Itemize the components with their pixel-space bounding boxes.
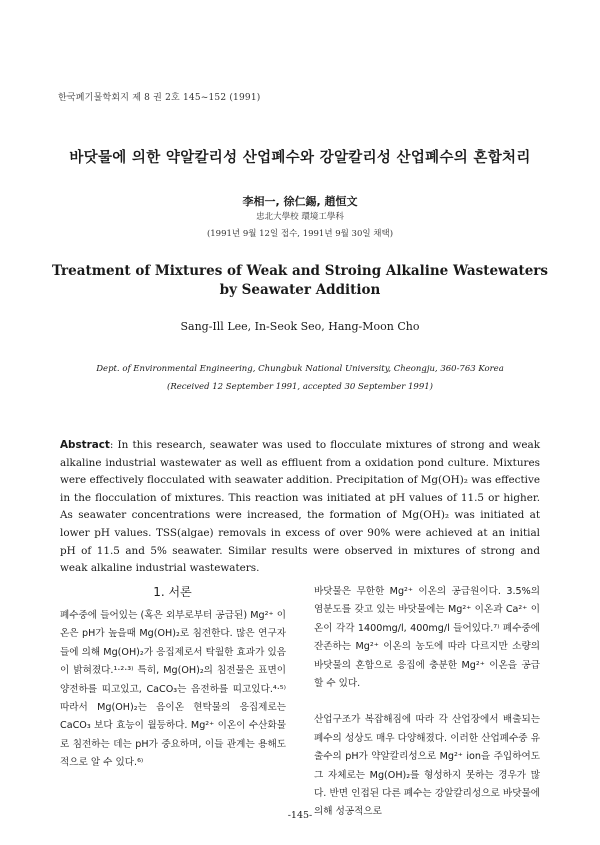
english-title-line2: by Seawater Addition (219, 282, 381, 298)
korean-title: 바닷물에 의한 약알칼리성 산업폐수와 강알칼리성 산업폐수의 혼합처리 (69, 150, 531, 166)
right-column (314, 583, 540, 822)
abstract (60, 437, 540, 578)
abstract-text: : In this research, seawater was used to flocculate mixtures of strong and weak alkaline industrial wastewater as well as effluent from a oxidation pond culture. Mixtures were effectively flocculated with seawater addition. Precipitation of Mg(OH)₂ was effective in the flocculation of mixtures. This reaction was initiated at pH values of 11.5 or higher. As seawater concentrations were increased, the formation of Mg(OH)₂ was initiated at lower pH values. TSS(algae) removals in excess of over 90% were achieved at an initial pH of 11.5 and 5% seawater. Similar results were observed in mixtures of strong and weak alkaline industrial wastewaters. (60, 439, 540, 575)
paragraph: 폐수중에 들어있는 (혹은 외부로부터 공급된) Mg²⁺ 이온은 pH가 높을때 Mg(OH)₂로 침전한다. 많은 연구자들에 의해 Mg(OH)₂가 응집제로서 탁월한 효과가 있음이 밝혀졌다.¹·²·³⁾ 특히, Mg(OH)₂의 침전물은 표면이 양전하를 띠고있고, CaCO₃는 음전하를 띠고있다.⁴·⁵⁾ 따라서 Mg(OH)₂는 음이온 현탁물의 응집제로는 CaCO₃ 보다 효능이 월등하다. Mg²⁺ 이온이 수산화물로 침전하는 데는 pH가 중요하며, 이들 관계는 용해도적으로 알 수 있다.⁶⁾ (60, 610, 286, 769)
paragraph: 산업구조가 복잡해짐에 따라 각 산업장에서 배출되는 폐수의 성상도 매우 다양해졌다. 이러한 산업폐수중 유출수의 pH가 약알칼리성으로 Mg²⁺ ion을 주입하여도 그 자체로는 Mg(OH)₂를 형성하지 못하는 경우가 많다. 반면 인접된 다른 폐수는 강알칼리성으로 바닷물에 의해 성공적으로 (314, 714, 540, 818)
korean-authors: 李相一, 徐仁錫, 趙恒文 (242, 195, 358, 208)
english-authors: Sang-Ill Lee, In-Seok Seo, Hang-Moon Cho (180, 320, 420, 333)
paragraph: 바닷물은 무한한 Mg²⁺ 이온의 공급원이다. 3.5%의 염분도를 갖고 있는 바닷물에는 Mg²⁺ 이온과 Ca²⁺ 이온이 각각 1400mg/l, 400mg/l 들어있다.⁷⁾ 폐수중에 잔존하는 Mg²⁺ 이온의 농도에 따라 다르지만 소량의 바닷물의 혼합으로 응집에 충분한 Mg²⁺ 이온을 공급할 수 있다. (314, 586, 540, 690)
english-affiliation: Dept. of Environmental Engineering, Chungbuk National University, Cheongju, 360-763 Korea (96, 364, 504, 374)
english-title-line1: Treatment of Mixtures of Weak and Stroing Alkaline Wastewaters (51, 263, 549, 279)
section-heading-introduction: 1. 서론 (153, 585, 192, 599)
english-dates: (Received 12 September 1991, accepted 30 September 1991) (167, 382, 433, 392)
english-title (0, 262, 600, 300)
abstract-label: Abstract (60, 439, 110, 451)
journal-citation: 한국폐기물학회지 제 8 권 2호 145~152 (1991) (58, 93, 261, 103)
left-column (60, 607, 286, 773)
korean-affiliation: 忠北大學校 環境工學科 (256, 212, 344, 222)
page-number: -145- (287, 810, 313, 821)
korean-dates: (1991년 9월 12일 접수, 1991년 9월 30일 채택) (206, 229, 394, 239)
